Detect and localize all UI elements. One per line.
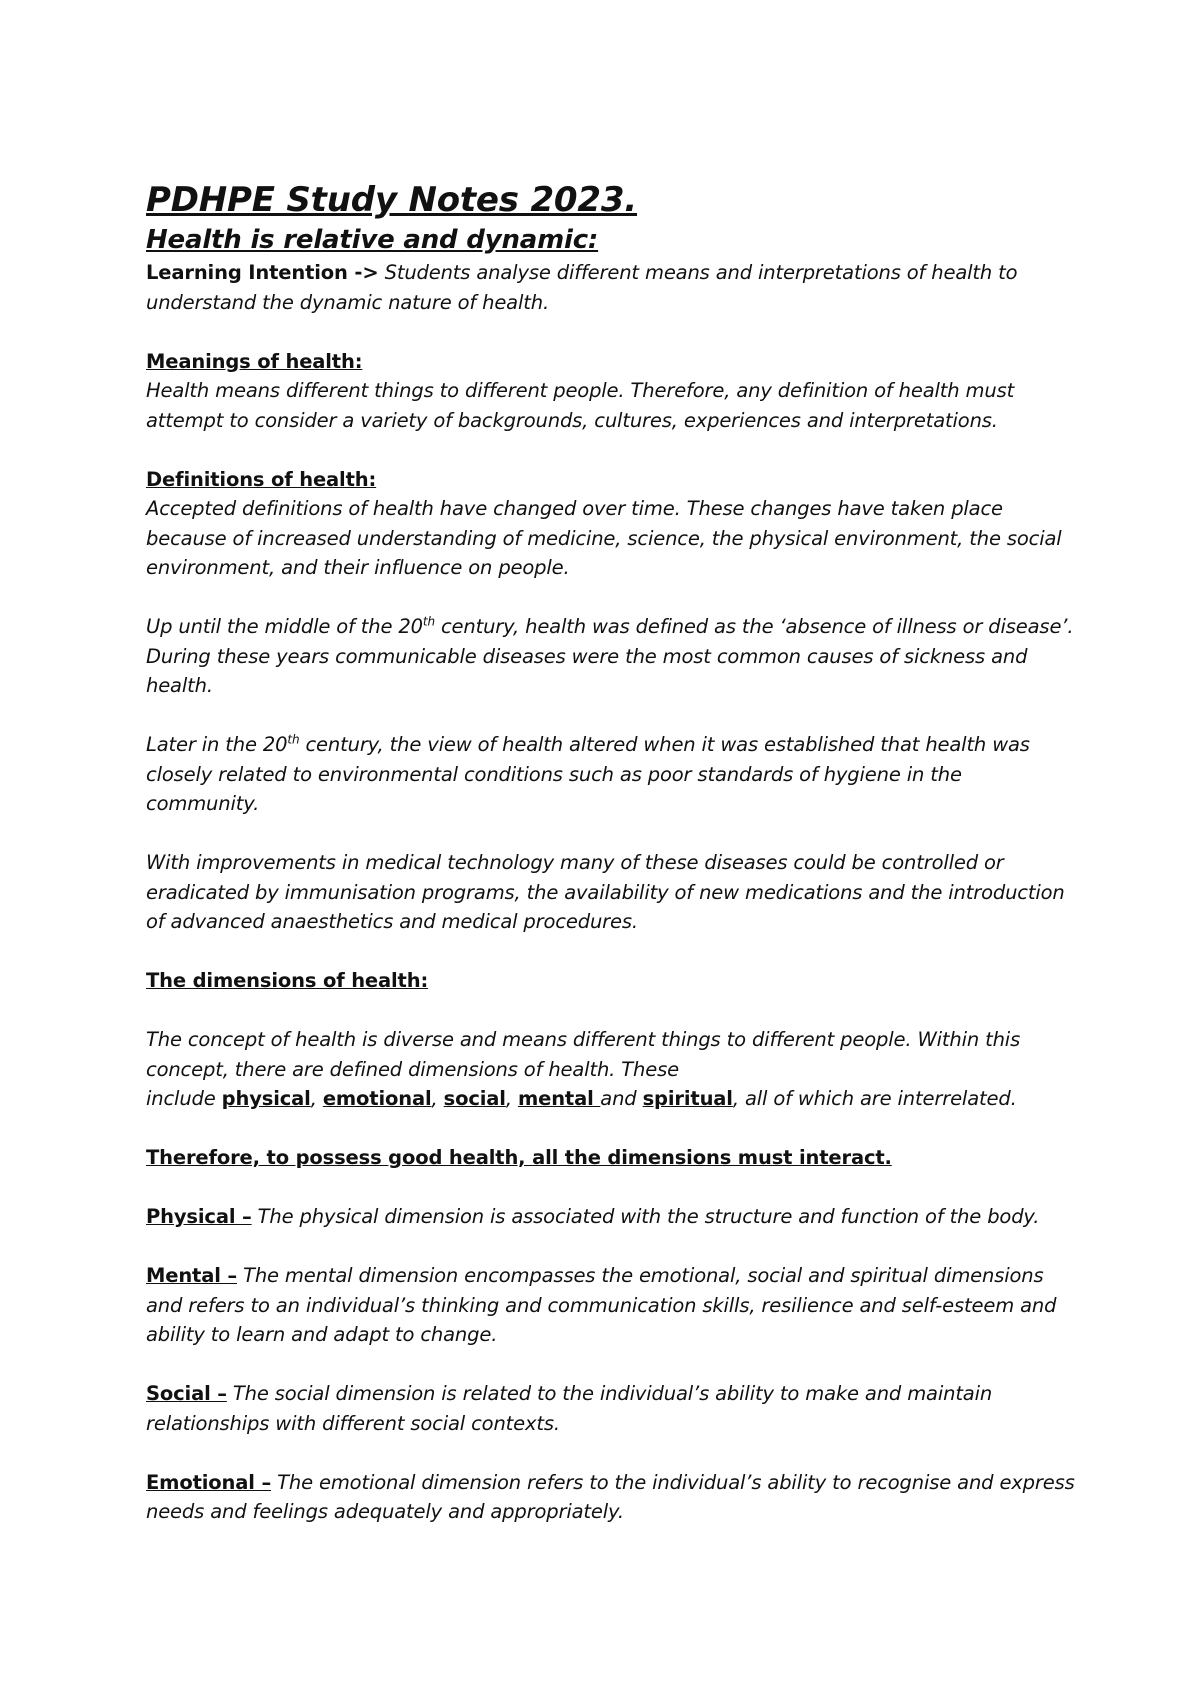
dimension-item-label: Social –	[146, 1382, 227, 1405]
learning-intention-label: Learning Intention ->	[146, 261, 379, 284]
meanings-heading: Meanings of health:	[146, 349, 363, 373]
dimension-item-emotional	[146, 1468, 1080, 1527]
dimension-item-text: The emotional dimension refers to the individual’s ability to recognise and express needs and feelings adequately and appropriately.	[146, 1470, 1075, 1523]
section-title: Health is relative and dynamic:	[146, 225, 599, 255]
learning-intention-text: Students analyse different means and interpretations of health to understand the dynamic nature of health.	[146, 261, 1018, 314]
document-title: PDHPE Study Notes 2023.	[146, 180, 638, 220]
separator: ,	[310, 1087, 323, 1110]
definitions-paragraph-4: With improvements in medical technology many of these diseases could be controlled or eradicated by immunisation programs, the availability of new medications and the introduction of advanced anaesthetics and medical procedures.	[146, 851, 1065, 933]
p2-superscript: th	[422, 614, 435, 629]
p3-start: Later in the 20	[146, 733, 288, 756]
dimension-spiritual: spiritual	[642, 1087, 733, 1110]
separator: ,	[431, 1087, 444, 1110]
p3-end: century, the view of health altered when it was established that health was closely related to environmental conditions such as poor standards of hygiene in the community.	[146, 733, 1030, 815]
dimension-item-social	[146, 1379, 1080, 1438]
p3-superscript: th	[287, 732, 300, 747]
dimension-item-text: The physical dimension is associated with the structure and function of the body.	[251, 1205, 1040, 1228]
dimensions-intro-end: , all of which are interrelated.	[732, 1087, 1017, 1110]
dimension-mental: mental	[517, 1087, 601, 1110]
meanings-text: Health means different things to different people. Therefore, any definition of health must attempt to consider a variety of backgrounds, cultures, experiences and interpretations.	[146, 379, 1015, 432]
definitions-paragraph-3	[146, 730, 1080, 819]
definitions-paragraph-1: Accepted definitions of health have changed over time. These changes have taken place because of increased understanding of medicine, science, the physical environment, the social environment, and their influence on people.	[146, 497, 1062, 579]
definitions-heading: Definitions of health:	[146, 467, 377, 491]
learning-intention	[146, 258, 1080, 317]
dimension-item-mental	[146, 1261, 1080, 1350]
p2-end: century, health was defined as the ‘absence of illness or disease’. During these years communicable diseases were the most common causes of sickness and health.	[146, 615, 1074, 697]
dimension-item-physical	[146, 1202, 1080, 1232]
dimension-item-label: Emotional –	[146, 1470, 272, 1494]
conjunction: and	[600, 1087, 643, 1110]
p2-start: Up until the middle of the 20	[146, 615, 423, 638]
definitions-paragraph-2	[146, 612, 1080, 701]
dimension-social: social	[443, 1087, 506, 1110]
dimension-emotional: emotional	[322, 1087, 432, 1110]
dimensions-intro-a: The concept of health is diverse and means different things to different people. Within this concept, there are defined dimensions of health. These	[146, 1028, 1021, 1081]
dimensions-conclusion: Therefore, to possess good health, all the dimensions must interact.	[146, 1146, 892, 1169]
dimension-item-text: The social dimension is related to the individual’s ability to make and maintain relationships with different social contexts.	[146, 1382, 993, 1435]
separator: ,	[505, 1087, 518, 1110]
dimension-item-label: Mental –	[146, 1264, 238, 1287]
dimensions-intro	[146, 1025, 1080, 1114]
dimension-physical: physical	[221, 1087, 311, 1110]
dimensions-intro-include: include	[146, 1087, 222, 1110]
dimension-item-text: The mental dimension encompasses the emotional, social and spiritual dimensions and refers to an individual’s thinking and communication skills, resilience and self-esteem and ability to learn and adapt to change.	[146, 1264, 1057, 1346]
dimensions-heading: The dimensions of health:	[146, 969, 429, 992]
dimension-item-label: Physical –	[146, 1205, 252, 1228]
